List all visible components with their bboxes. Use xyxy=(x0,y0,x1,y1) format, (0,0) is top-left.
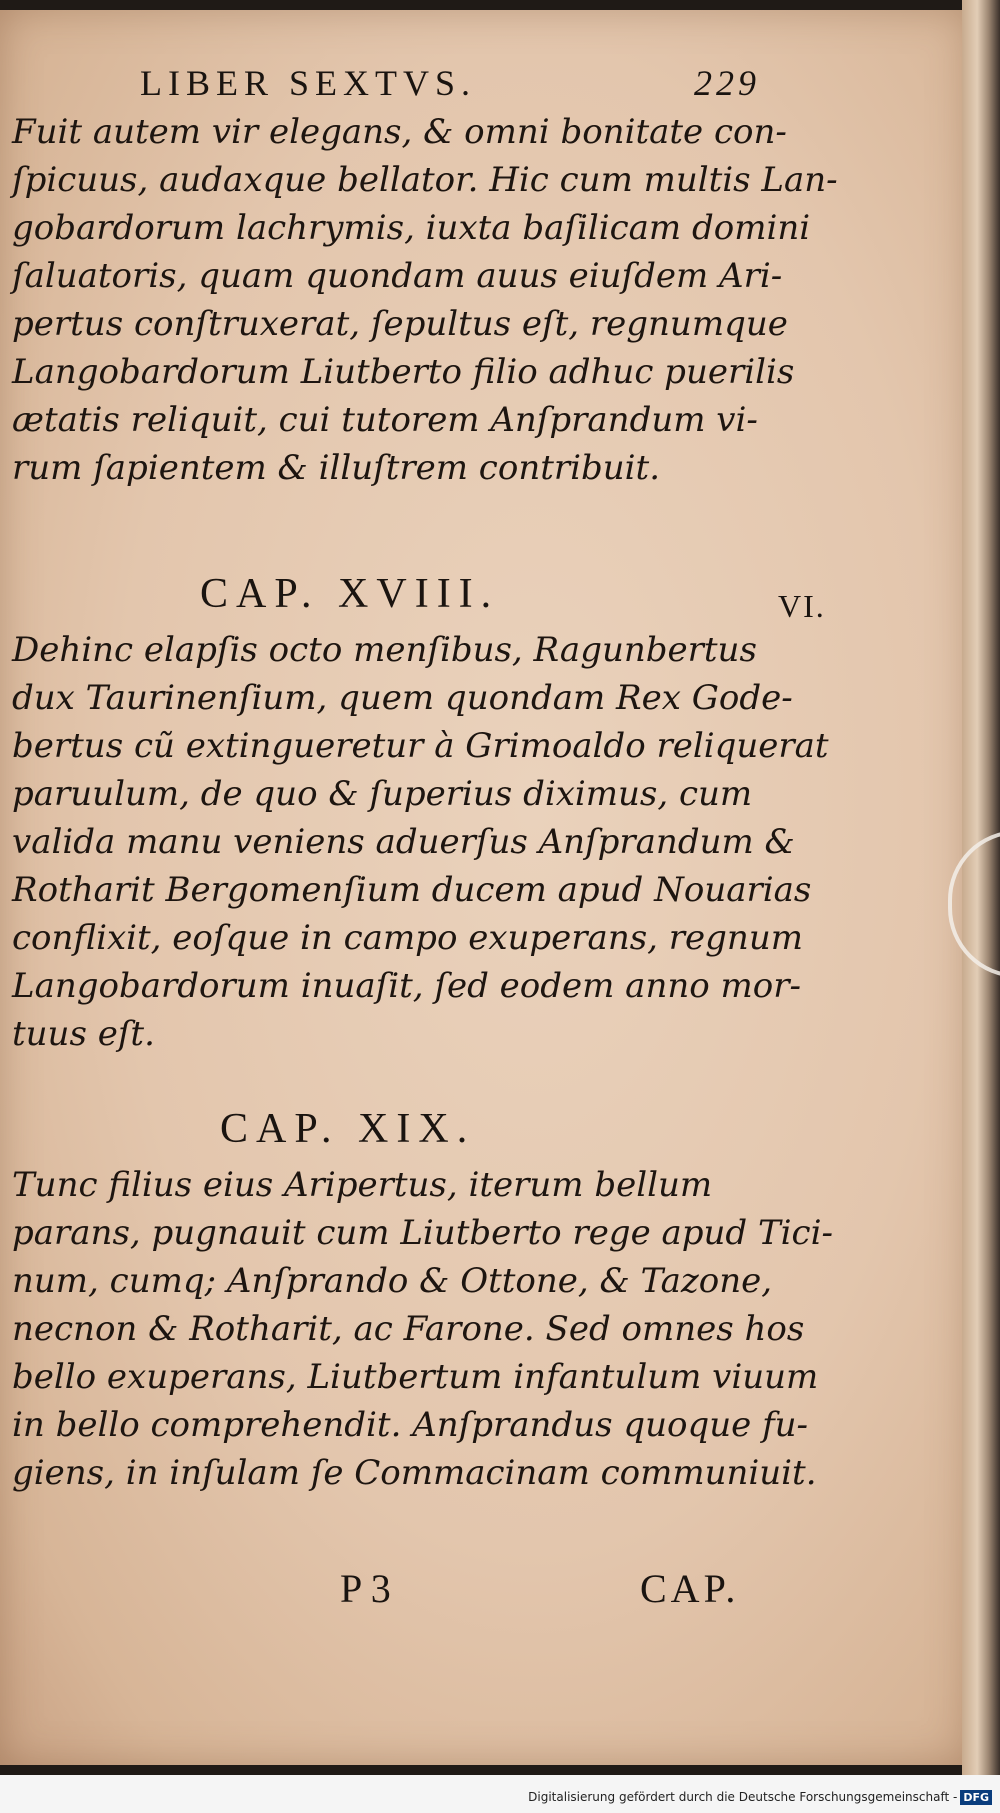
text-line: num, cumq; Anſprando & Ottone, & Tazone, xyxy=(12,1261,773,1301)
text-line: conflixit, eoſque in campo exuperans, regnum xyxy=(12,918,803,958)
text-line: ſaluatoris, quam quondam auus eiuſdem Ari- xyxy=(12,256,783,296)
margin-note: VI. xyxy=(778,588,826,624)
text-line: Tunc filius eius Aripertus, iterum bellum xyxy=(12,1165,713,1205)
dfg-logo: DFG xyxy=(960,1790,992,1805)
text-line: bertus cũ extingueretur à Grimoaldo reliquerat xyxy=(12,726,829,766)
text-line: giens, in inſulam ſe Commacinam communiuit. xyxy=(12,1453,817,1493)
text-line: Langobardorum Liutberto filio adhuc puerilis xyxy=(12,352,795,392)
text-line: parans, pugnauit cum Liutberto rege apud Tici- xyxy=(12,1213,833,1253)
text-line: dux Taurinenſium, quem quondam Rex Gode- xyxy=(12,678,793,718)
text-line: Langobardorum inuaſit, ſed eodem anno mor- xyxy=(12,966,801,1006)
text-line: tuus eſt. xyxy=(12,1014,155,1054)
text-line: valida manu veniens aduerſus Anſprandum & xyxy=(12,822,795,862)
credit-text: Digitalisierung gefördert durch die Deutsche Forschungsgemeinschaft - xyxy=(528,1790,958,1804)
text-line: gobardorum lachrymis, iuxta baſilicam domini xyxy=(12,208,811,248)
catchword: CAP. xyxy=(640,1566,740,1611)
text-line: in bello comprehendit. Anſprandus quoque fu- xyxy=(12,1405,809,1445)
text-line: Fuit autem vir elegans, & omni bonitate con- xyxy=(12,112,787,152)
signature-mark: P 3 xyxy=(340,1566,391,1611)
text-line: paruulum, de quo & ſuperius diximus, cum xyxy=(12,774,753,814)
running-head-title: LIBER SEXTVS. xyxy=(140,63,477,103)
text-line: bello exuperans, Liutbertum infantulum viuum xyxy=(12,1357,819,1397)
chapter-heading: CAP. XIX. xyxy=(220,1106,476,1152)
text-line: Rotharit Bergomenſium ducem apud Nouarias xyxy=(12,870,812,910)
text-line: pertus conſtruxerat, ſepultus eſt, regnumque xyxy=(12,304,788,344)
page-number: 229 xyxy=(694,63,760,103)
text-line: ætatis reliquit, cui tutorem Anſprandum vi- xyxy=(12,400,758,440)
running-head xyxy=(140,62,760,104)
credit-line xyxy=(528,1790,992,1805)
text-line: necnon & Rotharit, ac Farone. Sed omnes hos xyxy=(12,1309,805,1349)
text-line: ſpicuus, audaxque bellator. Hic cum multis Lan- xyxy=(12,160,838,200)
text-line: rum ſapientem & illuſtrem contribuit. xyxy=(12,448,661,488)
chapter-heading: CAP. XVIII. xyxy=(200,571,500,617)
text-line: Dehinc elapſis octo menſibus, Ragunbertus xyxy=(12,630,757,670)
